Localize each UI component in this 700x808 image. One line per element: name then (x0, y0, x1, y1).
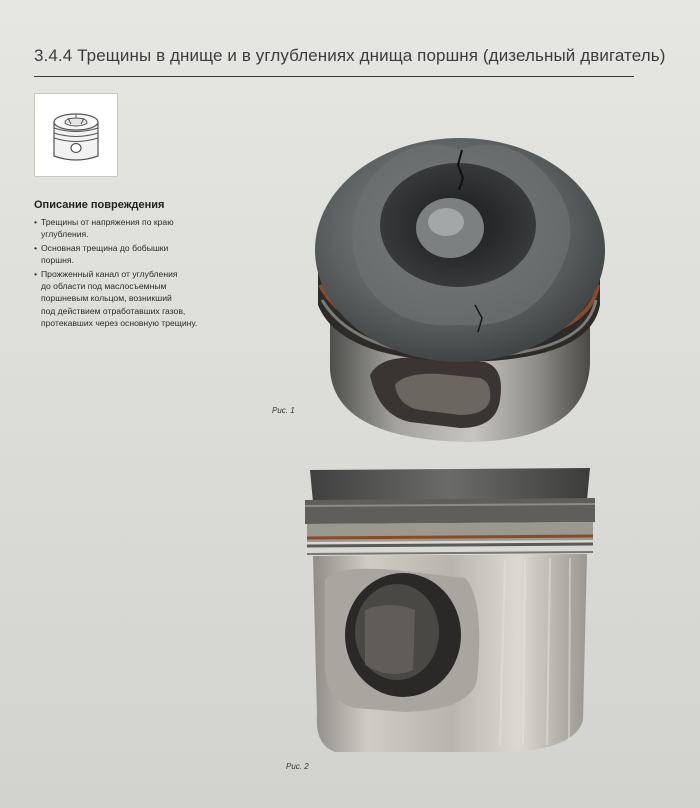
title-divider (34, 76, 634, 77)
piston-thumbnail (34, 93, 118, 177)
description-heading: Описание повреждения (34, 199, 165, 211)
figure-2-photo (295, 460, 605, 755)
list-item: • Основная трещина до бобышки поршня. (34, 242, 274, 267)
description-list (34, 216, 274, 330)
piston-icon (35, 94, 117, 176)
damage-description (34, 199, 274, 331)
figure-1-caption: Рис. 1 (272, 406, 295, 415)
list-item: • Трещины от напряжения по краю углубления. (34, 216, 274, 241)
figure-1-photo (300, 110, 620, 452)
figure-2-caption: Рис. 2 (286, 762, 309, 771)
list-item: • Прожженный канал от углубления до области под маслосъемным поршневым кольцом, возникший под действием отработавших газов, протекавших через основную трещину. (34, 268, 274, 330)
page-title: 3.4.4 Трещины в днище и в углублениях днища поршня (дизельный двигатель) (34, 46, 666, 65)
